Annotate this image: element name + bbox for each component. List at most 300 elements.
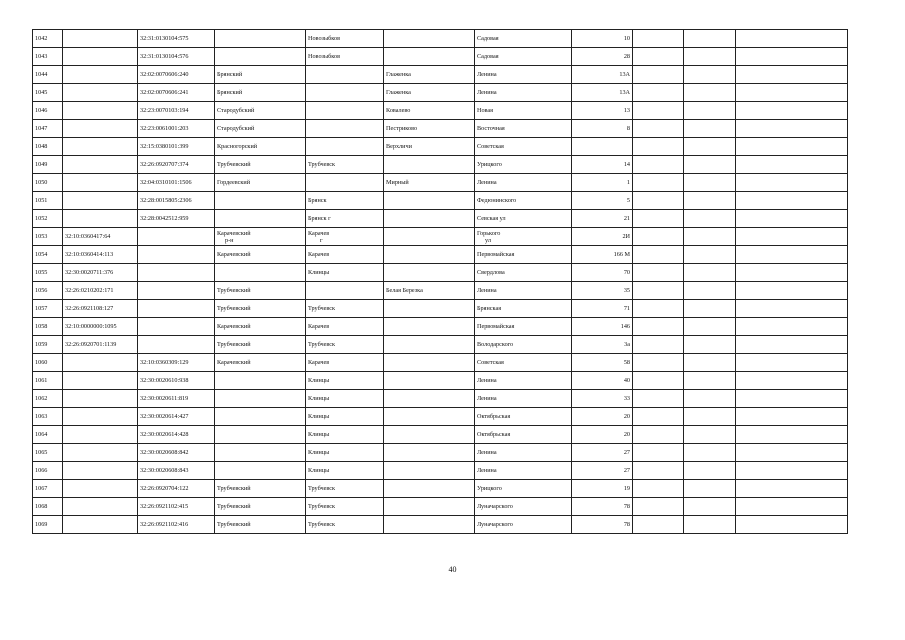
house-number-cell: 19 [572,480,633,498]
cadastral-number-b-cell [138,336,215,354]
house-number-cell: 13А [572,66,633,84]
district-cell: Стародубский [215,102,306,120]
empty-cell [684,120,736,138]
table-row [33,516,848,534]
settlement-cell [384,444,475,462]
empty-cell [684,30,736,48]
street-cell: Ленина [475,390,572,408]
cadastral-number-b-cell: 32:26:0921102:416 [138,516,215,534]
row-number-cell: 1050 [33,174,63,192]
empty-cell [736,246,848,264]
row-number-cell: 1054 [33,246,63,264]
empty-cell [736,516,848,534]
cadastral-number-a-cell [63,516,138,534]
district-cell: Трубчевский [215,480,306,498]
empty-cell [633,174,684,192]
table-row [33,336,848,354]
empty-cell [736,102,848,120]
row-number-cell: 1046 [33,102,63,120]
empty-cell [736,498,848,516]
street-cell: Луначарского [475,498,572,516]
empty-cell [736,66,848,84]
cadastral-number-b-cell [138,228,215,246]
settlement-cell [384,246,475,264]
street-cell: Горького ул [475,228,572,246]
cadastral-number-a-cell [63,390,138,408]
empty-cell [633,210,684,228]
table-row [33,84,848,102]
empty-cell [736,228,848,246]
cadastral-number-a-cell: 32:26:0921108:127 [63,300,138,318]
empty-cell [684,210,736,228]
district-cell [215,390,306,408]
empty-cell [633,300,684,318]
city-cell: Клинцы [306,264,384,282]
city-cell: Клинцы [306,372,384,390]
empty-cell [736,426,848,444]
table-row [33,318,848,336]
city-cell: Клинцы [306,426,384,444]
city-cell: Трубчевск [306,300,384,318]
empty-cell [633,336,684,354]
cadastral-number-b-cell: 32:28:0042512:959 [138,210,215,228]
table-row [33,138,848,156]
row-number-cell: 1066 [33,462,63,480]
house-number-cell: 28 [572,48,633,66]
house-number-cell: 20 [572,426,633,444]
district-cell: Красногорский [215,138,306,156]
street-cell: Октябрьская [475,408,572,426]
empty-cell [684,444,736,462]
house-number-cell: 5 [572,192,633,210]
empty-cell [684,318,736,336]
city-cell: Карачев [306,354,384,372]
row-number-cell: 1052 [33,210,63,228]
cadastral-number-b-cell: 32:30:0020610:938 [138,372,215,390]
empty-cell [736,84,848,102]
street-cell: Октябрьская [475,426,572,444]
settlement-cell [384,354,475,372]
cadastral-number-a-cell [63,192,138,210]
table-row [33,426,848,444]
row-number-cell: 1057 [33,300,63,318]
city-cell: Новозыбков [306,48,384,66]
table-row [33,408,848,426]
city-cell [306,84,384,102]
district-cell [215,372,306,390]
settlement-cell [384,516,475,534]
district-cell: Трубчевский [215,336,306,354]
house-number-cell: 78 [572,516,633,534]
settlement-cell [384,48,475,66]
cadastral-number-a-cell [63,444,138,462]
table-row [33,372,848,390]
city-cell [306,66,384,84]
cadastral-number-a-cell: 32:10:0360417:64 [63,228,138,246]
empty-cell [633,264,684,282]
cadastral-number-a-cell [63,210,138,228]
house-number-cell: 14 [572,156,633,174]
row-number-cell: 1047 [33,120,63,138]
empty-cell [684,138,736,156]
house-number-cell: 58 [572,354,633,372]
empty-cell [736,48,848,66]
row-number-cell: 1045 [33,84,63,102]
cadastral-number-b-cell [138,246,215,264]
empty-cell [633,498,684,516]
empty-cell [633,318,684,336]
empty-cell [736,390,848,408]
table-row [33,120,848,138]
city-cell: Трубчевск [306,498,384,516]
empty-cell [736,156,848,174]
city-cell: Карачев [306,318,384,336]
cadastral-number-a-cell [63,498,138,516]
row-number-cell: 1064 [33,426,63,444]
cadastral-number-b-cell: 32:26:0921102:415 [138,498,215,516]
street-cell: Восточная [475,120,572,138]
empty-cell [633,66,684,84]
cadastral-number-a-cell [63,156,138,174]
settlement-cell [384,426,475,444]
street-cell: Федюнинского [475,192,572,210]
cadastral-number-a-cell [63,102,138,120]
empty-cell [633,372,684,390]
street-cell: Свердлова [475,264,572,282]
house-number-cell: 2И [572,228,633,246]
empty-cell [684,498,736,516]
street-cell: Брянская [475,300,572,318]
table-row [33,282,848,300]
city-cell: Трубчевск [306,156,384,174]
district-cell: Брянский [215,66,306,84]
empty-cell [736,192,848,210]
settlement-cell: Глаженка [384,66,475,84]
street-cell: Ленина [475,282,572,300]
settlement-cell: Глаженка [384,84,475,102]
row-number-cell: 1059 [33,336,63,354]
cadastral-number-a-cell [63,408,138,426]
street-cell: Первомайская [475,246,572,264]
empty-cell [633,426,684,444]
cadastral-number-b-cell: 32:02:0070606:240 [138,66,215,84]
empty-cell [684,300,736,318]
settlement-cell [384,156,475,174]
row-number-cell: 1053 [33,228,63,246]
cadastral-number-a-cell [63,66,138,84]
empty-cell [633,480,684,498]
empty-cell [684,156,736,174]
settlement-cell: Верхличи [384,138,475,156]
settlement-cell [384,372,475,390]
empty-cell [736,318,848,336]
cadastral-number-a-cell [63,48,138,66]
city-cell: Брянск [306,192,384,210]
table-row [33,444,848,462]
empty-cell [633,462,684,480]
city-cell: Клинцы [306,408,384,426]
empty-cell [633,138,684,156]
cadastral-number-a-cell [63,426,138,444]
city-cell [306,138,384,156]
empty-cell [684,282,736,300]
house-number-cell: 21 [572,210,633,228]
empty-cell [633,444,684,462]
street-cell: Первомайская [475,318,572,336]
row-number-cell: 1060 [33,354,63,372]
empty-cell [736,372,848,390]
district-cell: Брянский [215,84,306,102]
empty-cell [684,462,736,480]
house-number-cell: 1 [572,174,633,192]
empty-cell [736,336,848,354]
settlement-cell: Пестриково [384,120,475,138]
settlement-cell [384,318,475,336]
city-cell [306,282,384,300]
table-row [33,102,848,120]
empty-cell [736,30,848,48]
house-number-cell: 27 [572,444,633,462]
row-number-cell: 1051 [33,192,63,210]
empty-cell [684,354,736,372]
page-number: 40 [448,565,457,574]
cadastral-number-b-cell [138,264,215,282]
empty-cell [684,426,736,444]
empty-cell [736,444,848,462]
row-number-cell: 1044 [33,66,63,84]
empty-cell [684,336,736,354]
register-table [32,29,848,534]
empty-cell [633,48,684,66]
city-cell: Клинцы [306,390,384,408]
empty-cell [633,516,684,534]
table-row [33,210,848,228]
table-row [33,480,848,498]
row-number-cell: 1061 [33,372,63,390]
empty-cell [736,300,848,318]
row-number-cell: 1068 [33,498,63,516]
table-row [33,156,848,174]
street-cell: Ленина [475,372,572,390]
table-row [33,462,848,480]
table-row [33,246,848,264]
empty-cell [684,246,736,264]
house-number-cell: 13А [572,84,633,102]
cadastral-number-b-cell: 32:30:0020608:842 [138,444,215,462]
street-cell: Ленина [475,66,572,84]
row-number-cell: 1063 [33,408,63,426]
empty-cell [684,192,736,210]
empty-cell [736,138,848,156]
cadastral-number-a-cell [63,30,138,48]
row-number-cell: 1065 [33,444,63,462]
empty-cell [684,390,736,408]
row-number-cell: 1056 [33,282,63,300]
settlement-cell [384,228,475,246]
district-cell: Карачевский [215,354,306,372]
city-cell: Клинцы [306,444,384,462]
cadastral-number-a-cell: 32:26:0920701:1139 [63,336,138,354]
street-cell: Ленина [475,84,572,102]
table-row [33,192,848,210]
empty-cell [736,480,848,498]
house-number-cell: 35 [572,282,633,300]
empty-cell [633,84,684,102]
settlement-cell [384,30,475,48]
cadastral-number-a-cell [63,462,138,480]
empty-cell [633,30,684,48]
empty-cell [736,264,848,282]
empty-cell [684,48,736,66]
settlement-cell [384,480,475,498]
row-number-cell: 1042 [33,30,63,48]
empty-cell [736,282,848,300]
row-number-cell: 1055 [33,264,63,282]
district-cell [215,30,306,48]
street-cell: Садовая [475,48,572,66]
city-cell: Клинцы [306,462,384,480]
city-cell: Трубчевск [306,480,384,498]
settlement-cell [384,300,475,318]
empty-cell [684,66,736,84]
street-cell: Ленина [475,462,572,480]
city-cell [306,120,384,138]
district-cell: Карачевский р-н [215,228,306,246]
settlement-cell: Белая Березка [384,282,475,300]
city-cell: Новозыбков [306,30,384,48]
cadastral-number-b-cell: 32:31:0130104:576 [138,48,215,66]
house-number-cell: 78 [572,498,633,516]
district-cell: Карачевский [215,246,306,264]
house-number-cell: 3а [572,336,633,354]
cadastral-number-a-cell: 32:10:0000000:1095 [63,318,138,336]
row-number-cell: 1043 [33,48,63,66]
cadastral-number-b-cell: 32:04:0310101:1506 [138,174,215,192]
city-cell: Брянск г [306,210,384,228]
empty-cell [633,192,684,210]
empty-cell [633,102,684,120]
empty-cell [736,408,848,426]
cadastral-number-b-cell: 32:23:0061001:203 [138,120,215,138]
street-cell: Луначарского [475,516,572,534]
row-number-cell: 1062 [33,390,63,408]
cadastral-number-b-cell: 32:26:0920704:122 [138,480,215,498]
city-cell: Карачев [306,246,384,264]
settlement-cell: Ковалево [384,102,475,120]
empty-cell [633,282,684,300]
street-cell: Ленина [475,174,572,192]
district-cell [215,192,306,210]
house-number-cell: 146 [572,318,633,336]
empty-cell [633,354,684,372]
cadastral-number-b-cell [138,282,215,300]
row-number-cell: 1069 [33,516,63,534]
table-row [33,354,848,372]
house-number-cell: 8 [572,120,633,138]
cadastral-number-b-cell: 32:10:0360309:129 [138,354,215,372]
table-row [33,390,848,408]
cadastral-number-a-cell: 32:30:0020711:376 [63,264,138,282]
house-number-cell: 10 [572,30,633,48]
empty-cell [633,228,684,246]
cadastral-number-a-cell: 32:26:0210202:171 [63,282,138,300]
empty-cell [736,174,848,192]
table-row [33,30,848,48]
settlement-cell [384,336,475,354]
empty-cell [736,354,848,372]
table-row [33,300,848,318]
table-row [33,66,848,84]
row-number-cell: 1048 [33,138,63,156]
empty-cell [684,408,736,426]
cadastral-number-b-cell: 32:23:0070103:194 [138,102,215,120]
empty-cell [736,462,848,480]
cadastral-number-b-cell: 32:02:0070606:241 [138,84,215,102]
row-number-cell: 1067 [33,480,63,498]
district-cell [215,408,306,426]
house-number-cell: 27 [572,462,633,480]
settlement-cell [384,390,475,408]
settlement-cell [384,192,475,210]
cadastral-number-a-cell [63,138,138,156]
table-row [33,264,848,282]
house-number-cell [572,138,633,156]
district-cell: Стародубский [215,120,306,138]
cadastral-number-a-cell [63,84,138,102]
district-cell [215,462,306,480]
street-cell: Севская ул [475,210,572,228]
city-cell: Трубчевск [306,336,384,354]
empty-cell [633,120,684,138]
house-number-cell: 166 М [572,246,633,264]
street-cell: Новая [475,102,572,120]
district-cell: Трубчевский [215,516,306,534]
empty-cell [684,228,736,246]
cadastral-number-a-cell [63,480,138,498]
empty-cell [684,102,736,120]
street-cell: Садовая [475,30,572,48]
settlement-cell: Мирный [384,174,475,192]
empty-cell [684,516,736,534]
empty-cell [684,84,736,102]
district-cell: Карачевский [215,318,306,336]
row-number-cell: 1049 [33,156,63,174]
street-cell: Урицкого [475,480,572,498]
row-number-cell: 1058 [33,318,63,336]
house-number-cell: 13 [572,102,633,120]
table-row [33,174,848,192]
street-cell: Ленина [475,444,572,462]
city-cell: Карачев г [306,228,384,246]
street-cell: Володарского [475,336,572,354]
empty-cell [684,174,736,192]
district-cell [215,48,306,66]
district-cell: Гордеевский [215,174,306,192]
house-number-cell: 71 [572,300,633,318]
empty-cell [684,480,736,498]
empty-cell [684,372,736,390]
cadastral-number-b-cell: 32:30:0020614:428 [138,426,215,444]
cadastral-number-b-cell [138,318,215,336]
empty-cell [633,390,684,408]
street-cell: Урицкого [475,156,572,174]
district-cell [215,426,306,444]
street-cell: Советская [475,354,572,372]
settlement-cell [384,264,475,282]
house-number-cell: 33 [572,390,633,408]
empty-cell [633,246,684,264]
settlement-cell [384,210,475,228]
